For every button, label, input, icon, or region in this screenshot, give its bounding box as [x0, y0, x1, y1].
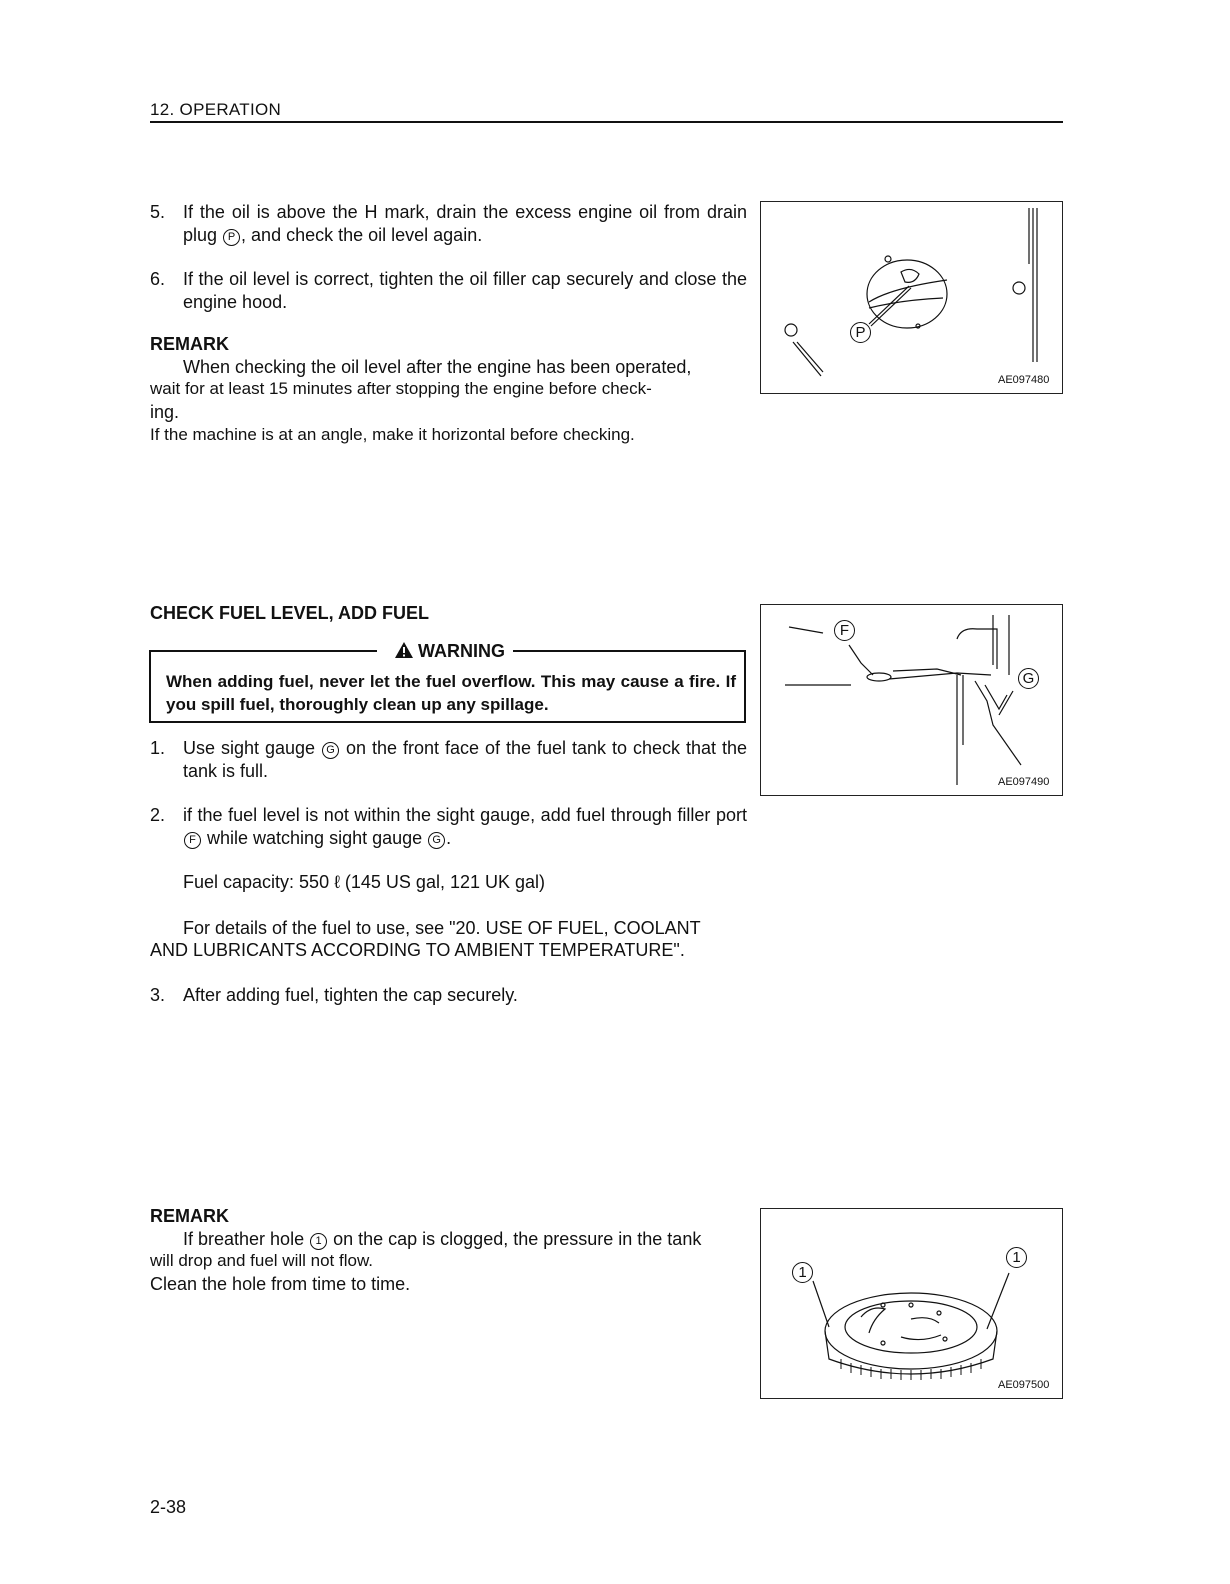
step-text: , and check the oil level again. — [241, 224, 483, 245]
fuel-section-title: CHECK FUEL LEVEL, ADD FUEL — [150, 603, 430, 623]
breather-hole-label: 1 — [792, 1262, 813, 1283]
remark-line: When checking the oil level after the engine has been operated, — [183, 357, 692, 377]
filler-port-callout: F — [184, 832, 201, 849]
step-text: on the front face of the fuel tank to check that the tank is full. — [183, 738, 747, 781]
drain-plug-callout: P — [223, 229, 240, 246]
step-text: . — [446, 827, 452, 848]
warning-text: When adding fuel, never let the fuel overflow. This may cause a fire. If you spill fuel, thoroughly clean up any spillage. — [166, 672, 736, 714]
sight-gauge-label: G — [1018, 668, 1039, 689]
remark-title: REMARK — [150, 1206, 229, 1226]
filler-port-label: F — [834, 620, 855, 641]
breather-hole-label: 1 — [1006, 1247, 1027, 1268]
oil-drain-illustration — [761, 202, 1064, 395]
page-number: 2-38 — [150, 1497, 187, 1517]
header-rule — [150, 121, 1063, 123]
step-number: 1. — [150, 738, 166, 758]
fuel-details-line: For details of the fuel to use, see "20. USE OF FUEL, COOLANT — [183, 918, 701, 938]
fuel-capacity: Fuel capacity: 550 ℓ (145 US gal, 121 UK gal) — [183, 872, 546, 892]
figure-oil-drain — [760, 201, 1063, 394]
step-number: 3. — [150, 985, 166, 1005]
remark-title: REMARK — [150, 334, 229, 354]
step-text: After adding fuel, tighten the cap securely. — [183, 985, 518, 1005]
step-text: If the oil is above the H mark, drain the excess engine oil from drain plug — [183, 202, 747, 245]
fuel-details-line: AND LUBRICANTS ACCORDING TO AMBIENT TEMPERATURE". — [150, 940, 685, 960]
remark-line: ing. — [150, 402, 180, 422]
remark-text: on the cap is clogged, the pressure in the tank — [328, 1229, 702, 1249]
figure-fuel-tank — [760, 604, 1063, 796]
step-text: If the oil level is correct, tighten the oil filler cap securely and close the engine hood. — [183, 269, 747, 312]
drain-plug-label: P — [850, 322, 871, 343]
fuel-tank-illustration — [761, 605, 1064, 797]
step-number: 5. — [150, 202, 166, 222]
step-text: Use sight gauge — [183, 738, 322, 758]
figure-code: AE097490 — [998, 776, 1050, 788]
fuel-cap-illustration — [761, 1209, 1064, 1400]
remark-line: wait for at least 15 minutes after stopping the engine before check- — [150, 379, 652, 398]
remark-line: Clean the hole from time to time. — [150, 1274, 411, 1294]
sight-gauge-callout: G — [428, 832, 445, 849]
step-text: while watching sight gauge — [202, 827, 428, 848]
figure-fuel-cap — [760, 1208, 1063, 1399]
step-number: 2. — [150, 805, 166, 825]
remark-text: If breather hole — [183, 1229, 310, 1249]
remark-line — [183, 1228, 701, 1251]
breather-hole-callout: 1 — [310, 1233, 327, 1250]
remark-line: If the machine is at an angle, make it horizontal before checking. — [150, 425, 635, 444]
warning-label: WARNING — [418, 641, 505, 661]
figure-code: AE097500 — [998, 1379, 1050, 1391]
sight-gauge-callout: G — [322, 742, 339, 759]
step-number: 6. — [150, 269, 166, 289]
remark-line: will drop and fuel will not flow. — [150, 1251, 374, 1270]
section-header: 12. OPERATION — [150, 100, 282, 119]
step-text: if the fuel level is not within the sight gauge, add fuel through filler port — [183, 805, 747, 825]
figure-code: AE097480 — [998, 374, 1050, 386]
